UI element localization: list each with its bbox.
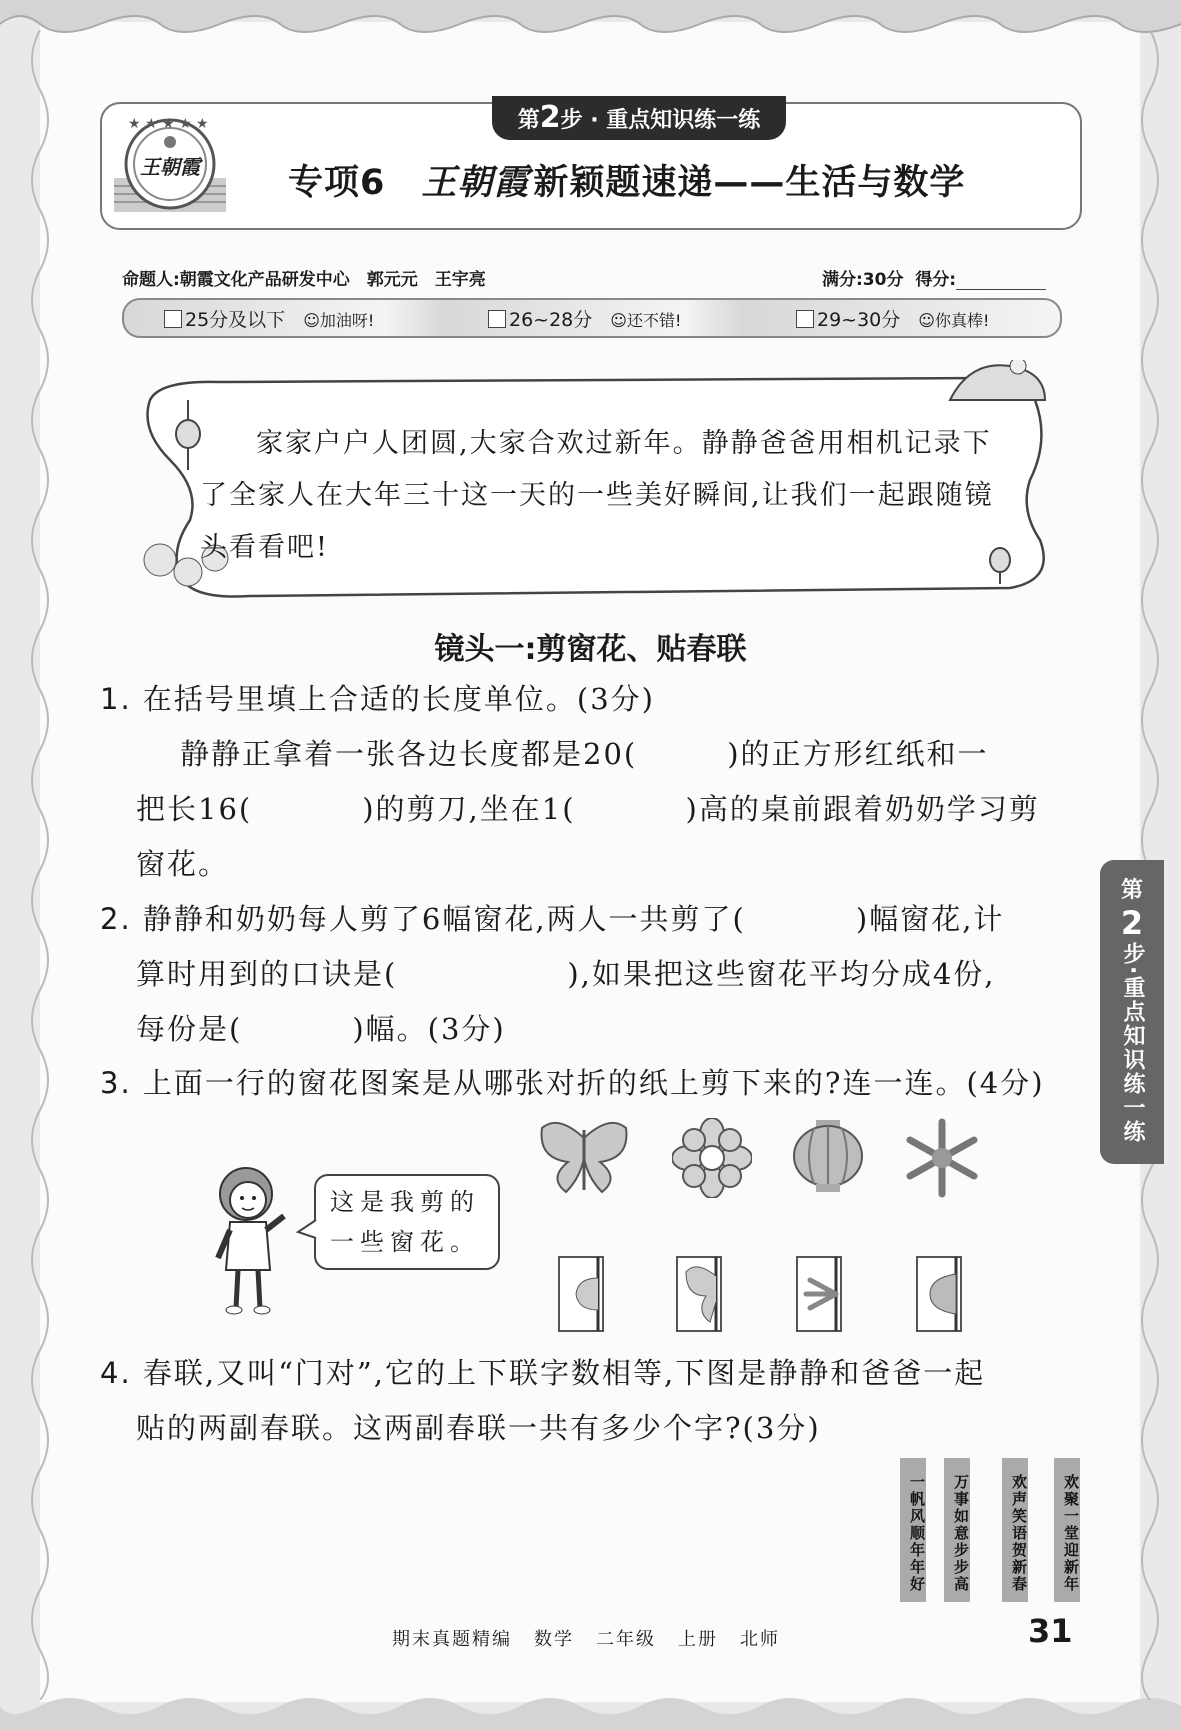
- flower-papercut-icon[interactable]: [672, 1118, 752, 1198]
- footer-edition: 北师: [740, 1629, 780, 1650]
- side-tab-suffix: 步·重点知识练一练: [1120, 942, 1145, 1145]
- q2-text: 算时用到的口诀是(: [136, 957, 398, 991]
- step-suffix: 步 · 重点知识练一练: [560, 108, 761, 133]
- q4-text: 贴的两副春联。这两副春联一共有多少个字?(3分): [136, 1411, 821, 1445]
- checkbox[interactable]: [488, 310, 506, 328]
- couplet-scroll: 欢聚一堂迎新年: [1054, 1458, 1080, 1602]
- lantern-papercut-icon[interactable]: [790, 1118, 866, 1198]
- top-wave-border: [0, 0, 1181, 60]
- q1-text: 静静正拿着一张各边长度都是20(: [180, 737, 638, 771]
- question-3: [100, 1056, 1080, 1111]
- step-tab: [492, 96, 786, 140]
- side-tab-number: 2: [1120, 904, 1144, 942]
- hat-decoration-icon: [950, 360, 1045, 400]
- snowflake-papercut-icon[interactable]: [904, 1118, 980, 1198]
- grade-item-2: [488, 305, 681, 332]
- question-4: [100, 1346, 1080, 1456]
- checkbox[interactable]: [164, 310, 182, 328]
- step-prefix: 第: [517, 108, 540, 133]
- q1-text: 窗花。: [136, 847, 230, 881]
- title-brand: 王朝霞: [421, 162, 530, 203]
- left-wave-border: [20, 30, 50, 1700]
- question-stem: 上面一行的窗花图案是从哪张对折的纸上剪下来的?连一连。(4分): [142, 1066, 1045, 1100]
- smiley-icon: ☺: [918, 311, 935, 330]
- grade-bar: [122, 298, 1062, 338]
- question-number: 1.: [100, 682, 132, 716]
- grade-item-1: [164, 305, 374, 332]
- page-title: [288, 155, 965, 205]
- q1-text: )的剪刀,坐在1(: [362, 792, 576, 826]
- grade-comment: 还不错!: [626, 311, 682, 330]
- grade-range: 25分及以下: [185, 309, 286, 331]
- grade-comment: 你真棒!: [934, 311, 990, 330]
- footer-grade: 二年级: [596, 1629, 656, 1650]
- section-title: 镜头一:剪窗花、贴春联: [434, 632, 747, 667]
- bubble-line: 一些窗花。: [330, 1228, 480, 1256]
- title-main: 新颖题速递——生活与数学: [533, 163, 966, 203]
- q2-text: 每份是(: [136, 1012, 243, 1046]
- title-prefix: 专项6: [288, 163, 386, 203]
- checkbox[interactable]: [796, 310, 814, 328]
- question-number: 2.: [100, 902, 132, 936]
- footer-volume: 上册: [678, 1629, 718, 1650]
- page-number: 31: [1028, 1612, 1073, 1650]
- score-label: 得分:: [915, 270, 957, 290]
- grade-item-3: [796, 305, 989, 332]
- bubble-tail: [296, 1218, 318, 1242]
- score-area: [822, 265, 1046, 290]
- brand-logo: [110, 108, 230, 220]
- butterfly-papercut-icon[interactable]: [538, 1118, 630, 1196]
- footer: [392, 1625, 802, 1651]
- speech-bubble: [314, 1174, 500, 1270]
- q2-text: ),如果把这些窗花平均分成4份,: [567, 957, 996, 991]
- folded-paper-lantern-icon[interactable]: [916, 1256, 962, 1332]
- footer-book: 期末真题精编: [392, 1629, 512, 1650]
- q2-text: )幅。(3分): [352, 1012, 506, 1046]
- folded-paper-butterfly-icon[interactable]: [676, 1256, 722, 1332]
- question-stem: 在括号里填上合适的长度单位。(3分): [142, 682, 655, 716]
- question-2: [100, 892, 1080, 1057]
- footer-subject: 数学: [534, 1629, 574, 1650]
- intro-text: [200, 418, 1020, 574]
- question-1: [100, 672, 1080, 892]
- q1-text: 把长16(: [136, 792, 253, 826]
- logo-text: 王朝霞: [140, 155, 200, 179]
- step-number: 2: [539, 100, 561, 135]
- girl-illustration: [200, 1160, 300, 1320]
- question-number: 3.: [100, 1066, 132, 1100]
- q1-text: )高的桌前跟着奶奶学习剪: [685, 792, 1040, 826]
- svg-text:★ ★ ★ ★ ★: ★ ★ ★ ★ ★: [128, 116, 209, 132]
- q4-text: 春联,又叫“门对”,它的上下联字数相等,下图是静静和爸爸一起: [142, 1356, 986, 1390]
- full-score: 满分:30分: [822, 270, 904, 290]
- side-tab-prefix: 第: [1120, 878, 1143, 903]
- author-line: 命题人:朝霞文化产品研发中心 郭元元 王宇亮: [122, 270, 486, 290]
- bubble-line: 这是我剪的: [330, 1188, 480, 1216]
- smiley-icon: ☺: [303, 311, 320, 330]
- couplet-scroll: 欢声笑语贺新春: [1002, 1458, 1028, 1602]
- couplet-scroll: 万事如意步步高: [944, 1458, 970, 1602]
- bottom-wave-border: [0, 1680, 1181, 1730]
- q1-text: )的正方形红纸和一: [727, 737, 989, 771]
- q2-text: )幅窗花,计: [855, 902, 1005, 936]
- q2-text: 静静和奶奶每人剪了6幅窗花,两人一共剪了(: [142, 902, 746, 936]
- smiley-icon: ☺: [610, 311, 627, 330]
- grade-range: 26~28分: [509, 309, 593, 331]
- intro-paragraph: 家家户户人团圆,大家合欢过新年。静静爸爸用相机记录下了全家人在大年三十这一天的一些美好瞬间,让我们一起跟随镜头看看吧!: [200, 428, 994, 563]
- grade-range: 29~30分: [817, 309, 901, 331]
- couplet-scroll: 一帆风顺年年好: [900, 1458, 926, 1602]
- score-input-line[interactable]: [956, 273, 1046, 290]
- folded-paper-snowflake-icon[interactable]: [796, 1256, 842, 1332]
- side-chapter-tab: [1100, 860, 1164, 1164]
- grade-comment: 加油呀!: [319, 311, 375, 330]
- question-number: 4.: [100, 1356, 132, 1390]
- folded-paper-flower-icon[interactable]: [558, 1256, 604, 1332]
